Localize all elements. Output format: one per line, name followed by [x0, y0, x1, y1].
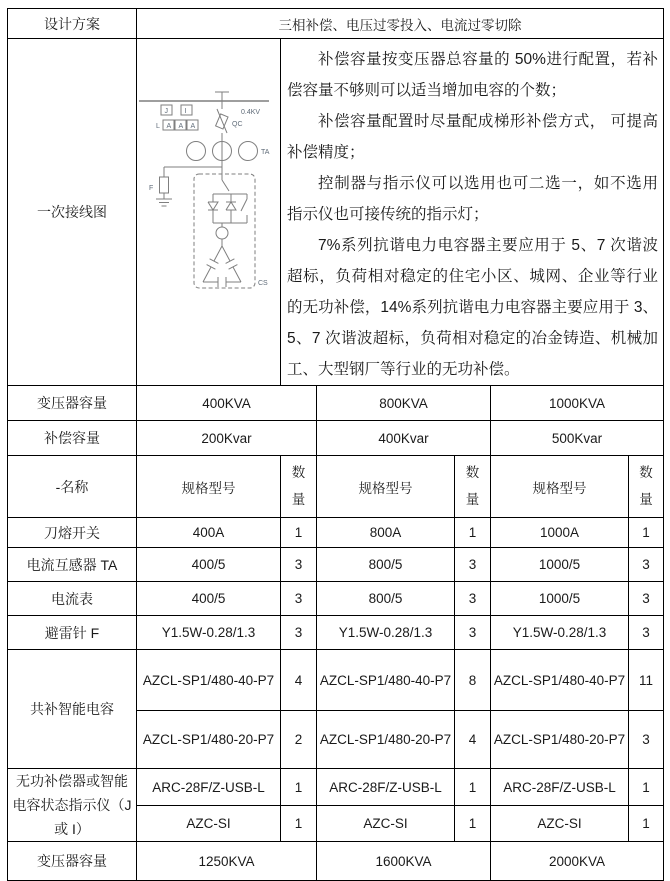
qty-cell: 3: [281, 548, 317, 582]
qty-header: [455, 456, 491, 518]
transformer-capacity-value: 2000KVA: [491, 842, 664, 881]
spec-cell: AZCL-SP1/480-40-P7: [137, 650, 281, 711]
spec-cell: Y1.5W-0.28/1.3: [491, 616, 629, 650]
spec-cell: AZC-SI: [137, 806, 281, 842]
compensation-capacity-value: 200Kvar: [137, 421, 317, 456]
equipment-row: [8, 616, 664, 650]
compensation-capacity-label: 补偿容量: [8, 421, 137, 456]
equipment-row: [8, 582, 664, 616]
transformer-capacity-value: 800KVA: [317, 386, 491, 421]
spec-header: 规格型号: [317, 456, 455, 518]
busbar-voltage-label: 0.4KV: [241, 109, 261, 116]
transformer-capacity-label: 变压器容量: [8, 842, 137, 881]
equipment-label: 电流互感器 TA: [8, 548, 137, 582]
qty-cell: 1: [629, 518, 664, 548]
indicator-i-box: [181, 105, 192, 115]
qty-header: [629, 456, 664, 518]
spec-cell: AZC-SI: [317, 806, 455, 842]
transformer-capacity-value: 1250KVA: [137, 842, 317, 881]
spec-cell: ARC-28F/Z-USB-L: [137, 769, 281, 806]
delta-bottom-cap: [218, 277, 226, 287]
ammeter-1-label: A: [166, 123, 172, 130]
spec-cell: 400/5: [137, 548, 281, 582]
design-scheme-label: 设计方案: [8, 9, 137, 39]
indicator-i-label: I: [184, 108, 187, 115]
delta-left-cap: [207, 259, 219, 269]
qty-cell: 3: [281, 582, 317, 616]
ground-symbol: [156, 193, 172, 206]
qty-cell: 1: [455, 806, 491, 842]
bank-switch: [222, 174, 229, 191]
fuse-switch-label: QC: [232, 121, 243, 128]
qty-cell: 1: [281, 518, 317, 548]
name-header: -名称: [8, 456, 137, 518]
spec-cell: AZCL-SP1/480-20-P7: [491, 711, 629, 769]
ammeter-2-label: A: [178, 123, 184, 130]
compensation-capacity-row: [8, 421, 664, 456]
qty-cell: 3: [455, 616, 491, 650]
spec-header: 规格型号: [491, 456, 629, 518]
indicator-j-label: J: [164, 108, 168, 115]
equipment-label: 电流表: [8, 582, 137, 616]
arrester-body: [160, 177, 169, 193]
delta-left-side: [203, 246, 222, 282]
qty-cell: 1: [281, 806, 317, 842]
thyristor-right: [226, 197, 236, 223]
spec-cell: 1000/5: [491, 548, 629, 582]
qty-cell: 2: [281, 711, 317, 769]
diagram-label: 一次接线图: [8, 39, 137, 386]
qty-cell: 3: [281, 616, 317, 650]
note-paragraph: 7%系列抗谐电力电容器主要应用于 5、7 次谐波超标，负荷相对稳定的住宅小区、城网、企业等行业的无功补偿，14%系列抗谐电力电容器主要应用于 3、5、7 次谐波超标，负荷相对稳定的冶金铸造、机械加工、大型钢厂等行业的无功补偿。: [287, 237, 659, 378]
column-header-row: [8, 456, 664, 518]
spec-cell: ARC-28F/Z-USB-L: [317, 769, 455, 806]
qty-cell: 1: [455, 518, 491, 548]
qty-cell: 1: [455, 769, 491, 806]
spec-cell: AZCL-SP1/480-40-P7: [491, 650, 629, 711]
note-paragraph: 控制器与指示仪可以选用也可二选一，如不选用指示仪也可接传统的指示灯；: [287, 175, 659, 223]
indicator-group-label: 无功补偿器或智能电容状态指示仪（J 或 I）: [8, 769, 137, 842]
spec-cell: AZCL-SP1/480-20-P7: [317, 711, 455, 769]
qty-cell: 1: [281, 769, 317, 806]
equipment-label: 避雷针 F: [8, 616, 137, 650]
qty-cell: 3: [629, 711, 664, 769]
transformer-capacity-value: 400KVA: [137, 386, 317, 421]
one-line-diagram: [137, 39, 279, 354]
diagram-cell: [137, 39, 281, 386]
transformer-capacity-value: 1600KVA: [317, 842, 491, 881]
indicator-row: [8, 769, 664, 806]
qty-header-text: 数量: [465, 465, 480, 507]
qty-cell: 3: [629, 582, 664, 616]
spec-table: [7, 8, 664, 881]
diagram-row: [8, 39, 664, 386]
equipment-row: [8, 548, 664, 582]
qty-cell: 11: [629, 650, 664, 711]
transformer-capacity-label: 变压器容量: [8, 386, 137, 421]
qty-header-text: 数量: [291, 465, 306, 507]
spec-cell: 1000A: [491, 518, 629, 548]
qty-cell: 8: [455, 650, 491, 711]
qty-header: [281, 456, 317, 518]
qty-cell: 1: [629, 806, 664, 842]
design-scheme-value: 三相补偿、电压过零投入、电流过零切除: [137, 9, 664, 39]
spec-cell: Y1.5W-0.28/1.3: [137, 616, 281, 650]
ammeter-3-label: A: [190, 123, 196, 130]
compensation-capacity-value: 400Kvar: [317, 421, 491, 456]
arrester-branch: [164, 167, 222, 177]
delta-right-side: [222, 246, 241, 282]
qty-cell: 3: [629, 616, 664, 650]
transformer-capacity-value: 1000KVA: [491, 386, 664, 421]
reactor-loop: [216, 227, 228, 239]
bypass-contact: [231, 194, 247, 223]
spec-cell: 800A: [317, 518, 455, 548]
ct-circle-1: [187, 142, 206, 161]
notes-cell: [281, 39, 664, 386]
ct-label: TA: [261, 149, 270, 156]
spec-cell: 1000/5: [491, 582, 629, 616]
capacitor-bank-box: [194, 174, 255, 288]
spec-cell: 800/5: [317, 582, 455, 616]
capacitor-row: [8, 650, 664, 711]
spec-cell: 400A: [137, 518, 281, 548]
qty-cell: 4: [455, 711, 491, 769]
spec-cell: AZCL-SP1/480-40-P7: [317, 650, 455, 711]
thyristor-left: [208, 197, 218, 223]
spec-cell: Y1.5W-0.28/1.3: [317, 616, 455, 650]
qty-cell: 1: [629, 769, 664, 806]
qty-header-text: 数量: [639, 465, 653, 507]
transformer-capacity-row-2: [8, 842, 664, 881]
ct-circle-3: [239, 142, 258, 161]
equipment-label: 刀熔开关: [8, 518, 137, 548]
spec-header: 规格型号: [137, 456, 281, 518]
design-scheme-row: [8, 9, 664, 39]
qty-cell: 4: [281, 650, 317, 711]
incomer-stub: [215, 92, 229, 101]
equipment-row: [8, 518, 664, 548]
qty-cell: 3: [455, 582, 491, 616]
compensation-capacity-value: 500Kvar: [491, 421, 664, 456]
transformer-capacity-row: [8, 386, 664, 421]
delta-right-cap: [226, 259, 238, 269]
qty-cell: 3: [629, 548, 664, 582]
capacitor-group-label: 共补智能电容: [8, 650, 137, 769]
spec-cell: 400/5: [137, 582, 281, 616]
capacitor-bank-label: CS: [258, 280, 268, 287]
ammeter-prefix-label: L: [156, 123, 160, 130]
spec-cell: 800/5: [317, 548, 455, 582]
qty-cell: 3: [455, 548, 491, 582]
spec-cell: AZCL-SP1/480-20-P7: [137, 711, 281, 769]
note-paragraph: 补偿容量配置时尽量配成梯形补偿方式， 可提高补偿精度；: [287, 113, 659, 161]
note-paragraph: 补偿容量按变压器总容量的 50%进行配置，若补偿容量不够则可以适当增加电容的个数；: [287, 51, 659, 99]
spec-cell: ARC-28F/Z-USB-L: [491, 769, 629, 806]
arrester-label: F: [149, 185, 154, 192]
spec-cell: AZC-SI: [491, 806, 629, 842]
